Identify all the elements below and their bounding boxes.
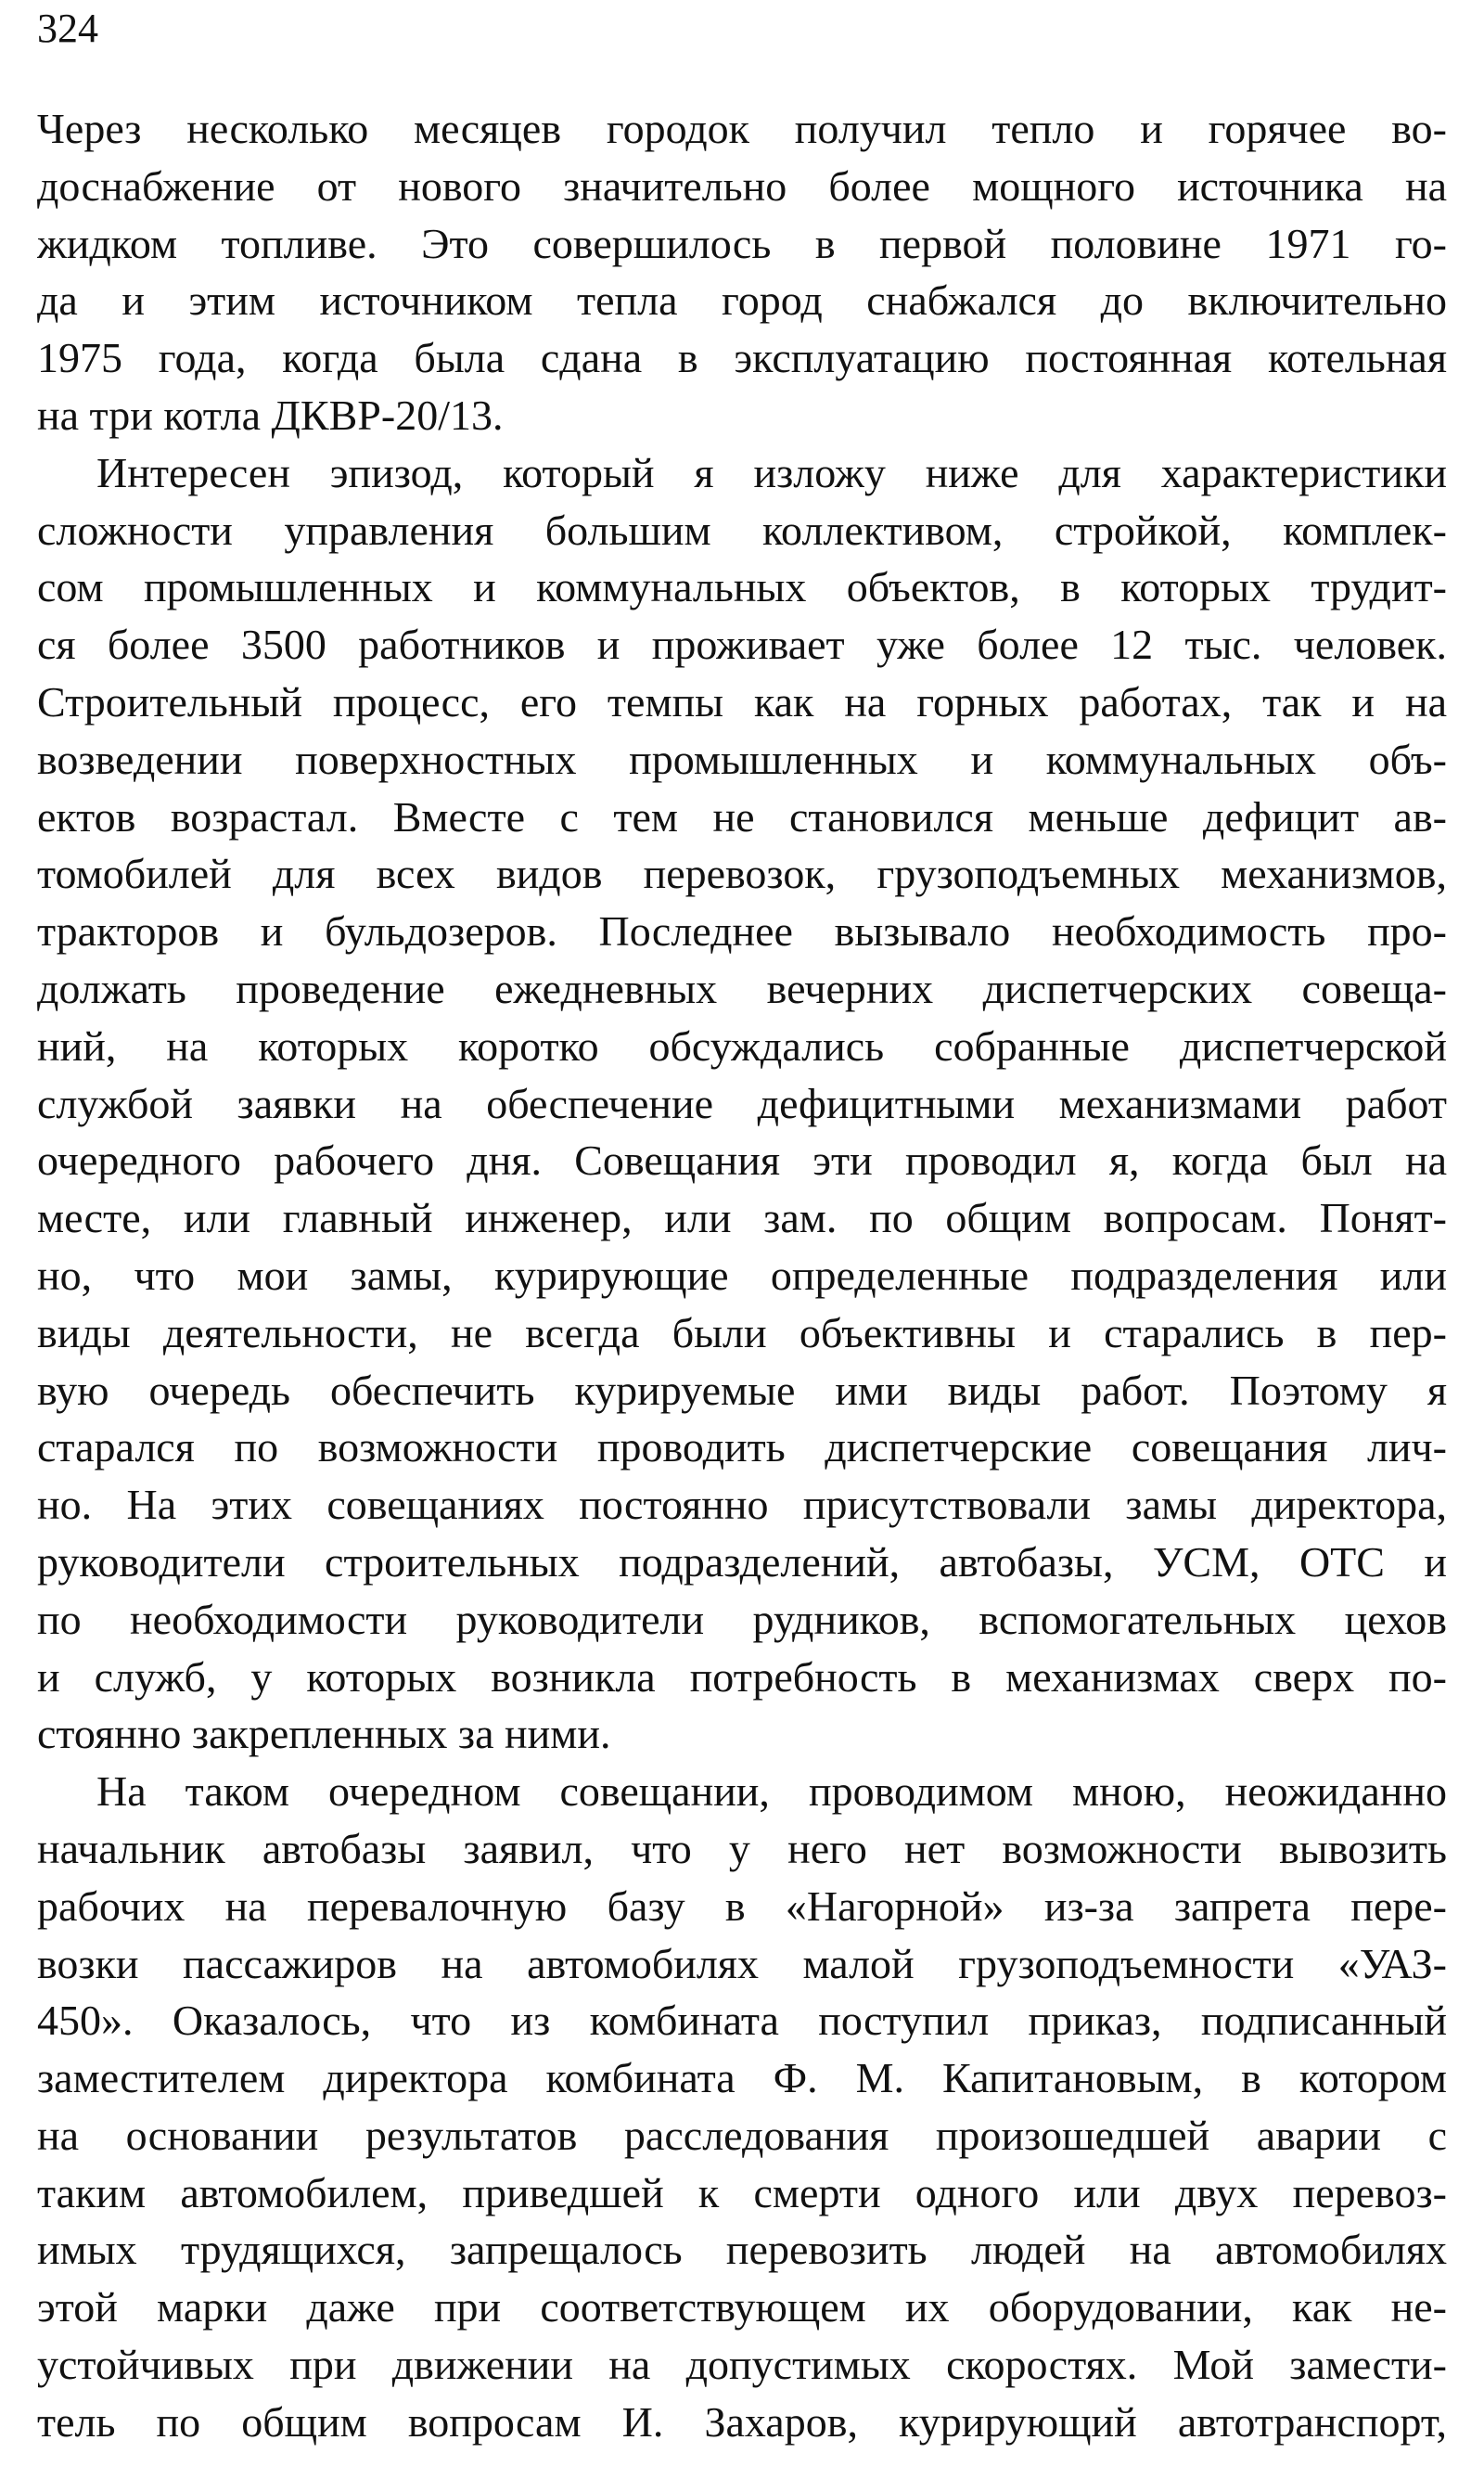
- text-line: ся более 3500 работников и проживает уже более 12 тыс. человек.: [37, 621, 1447, 669]
- text-line: доснабжение от нового значительно более мощного источника на: [37, 161, 1447, 210]
- text-line: Через несколько месяцев городок получил тепло и горячее во-: [37, 105, 1447, 152]
- text-line: стоянно закрепленных за ними.: [37, 1710, 611, 1758]
- text-line: виды деятельности, не всегда были объективны и старались в пер-: [37, 1308, 1447, 1356]
- text-line: на основании результатов расследования произошедшей аварии с: [37, 2111, 1447, 2159]
- text-line: сом промышленных и коммунальных объектов, в которых трудит-: [37, 563, 1447, 611]
- text-line: и служб, у которых возникла потребность в механизмах сверх по-: [37, 1652, 1447, 1701]
- text-line: по необходимости руководители рудников, вспомогательных цехов: [37, 1595, 1447, 1643]
- text-line: этой марки даже при соответствующем их оборудовании, как не-: [37, 2283, 1447, 2331]
- paragraph: [37, 100, 1447, 444]
- text-line: 450». Оказалось, что из комбината поступил приказ, подписанный: [37, 1997, 1447, 2045]
- text-line: ний, на которых коротко обсуждались собранные диспетчерской: [37, 1021, 1447, 1070]
- text-line: на три котла ДКВР-20/13.: [37, 391, 504, 439]
- text-line: томобилей для всех видов перевозок, грузоподъемных механизмов,: [37, 850, 1447, 898]
- text-line: возки пассажиров на автомобилях малой грузоподъемности «УАЗ-: [37, 1939, 1447, 1987]
- text-line: На таком очередном совещании, проводимом мною, неожиданно: [96, 1767, 1447, 1816]
- text-line: но. На этих совещаниях постоянно присутствовали замы директора,: [37, 1481, 1447, 1529]
- text-line: рабочих на перевалочную базу в «Нагорной» из-за запрета пере-: [37, 1882, 1447, 1930]
- text-line: имых трудящихся, запрещалось перевозить людей на автомобилях: [37, 2226, 1447, 2274]
- text-line: должать проведение ежедневных вечерних диспетчерских совеща-: [37, 964, 1447, 1012]
- text-line: Строительный процесс, его темпы как на горных работах, так и на: [37, 677, 1447, 726]
- text-line: вую очередь обеспечить курируемые ими виды работ. Поэтому я: [37, 1366, 1447, 1414]
- page-number: 324: [37, 6, 98, 51]
- text-line: заместителем директора комбината Ф. М. Капитановым, в котором: [37, 2054, 1447, 2102]
- text-line: да и этим источником тепла город снабжался до включительно: [37, 276, 1447, 325]
- text-line: тель по общим вопросам И. Захаров, курирующий автотранспорт,: [37, 2397, 1447, 2446]
- text-line: таким автомобилем, приведшей к смерти одного или двух перевоз-: [37, 2168, 1447, 2216]
- text-line: устойчивых при движении на допустимых скоростях. Мой замести-: [37, 2341, 1447, 2389]
- text-line: тракторов и бульдозеров. Последнее вызывало необходимость про-: [37, 907, 1447, 956]
- text-line: 1975 года, когда была сдана в эксплуатацию постоянная котельная: [37, 334, 1447, 382]
- text-line: Интересен эпизод, который я изложу ниже для характеристики: [96, 448, 1447, 496]
- text-line: службой заявки на обеспечение дефицитными механизмами работ: [37, 1079, 1447, 1127]
- text-line: ектов возрастал. Вместе с тем не становился меньше дефицит ав-: [37, 792, 1447, 841]
- text-line: руководители строительных подразделений, автобазы, УСМ, ОТС и: [37, 1537, 1447, 1586]
- text-line: старался по возможности проводить диспетчерские совещания лич-: [37, 1423, 1447, 1471]
- text-line: но, что мои замы, курирующие определенные подразделения или: [37, 1251, 1447, 1299]
- text-line: возведении поверхностных промышленных и коммунальных объ-: [37, 735, 1447, 783]
- paragraph: [37, 444, 1447, 1763]
- paragraph: [37, 1763, 1447, 2451]
- text-line: жидком топливе. Это совершилось в первой половине 1971 го-: [37, 219, 1447, 267]
- text-block: [37, 100, 1447, 2451]
- text-line: начальник автобазы заявил, что у него нет возможности вывозить: [37, 1824, 1447, 1872]
- text-line: месте, или главный инженер, или зам. по общим вопросам. Понят-: [37, 1194, 1447, 1242]
- text-line: сложности управления большим коллективом, стройкой, комплек-: [37, 506, 1447, 554]
- text-line: очередного рабочего дня. Совещания эти проводил я, когда был на: [37, 1137, 1447, 1185]
